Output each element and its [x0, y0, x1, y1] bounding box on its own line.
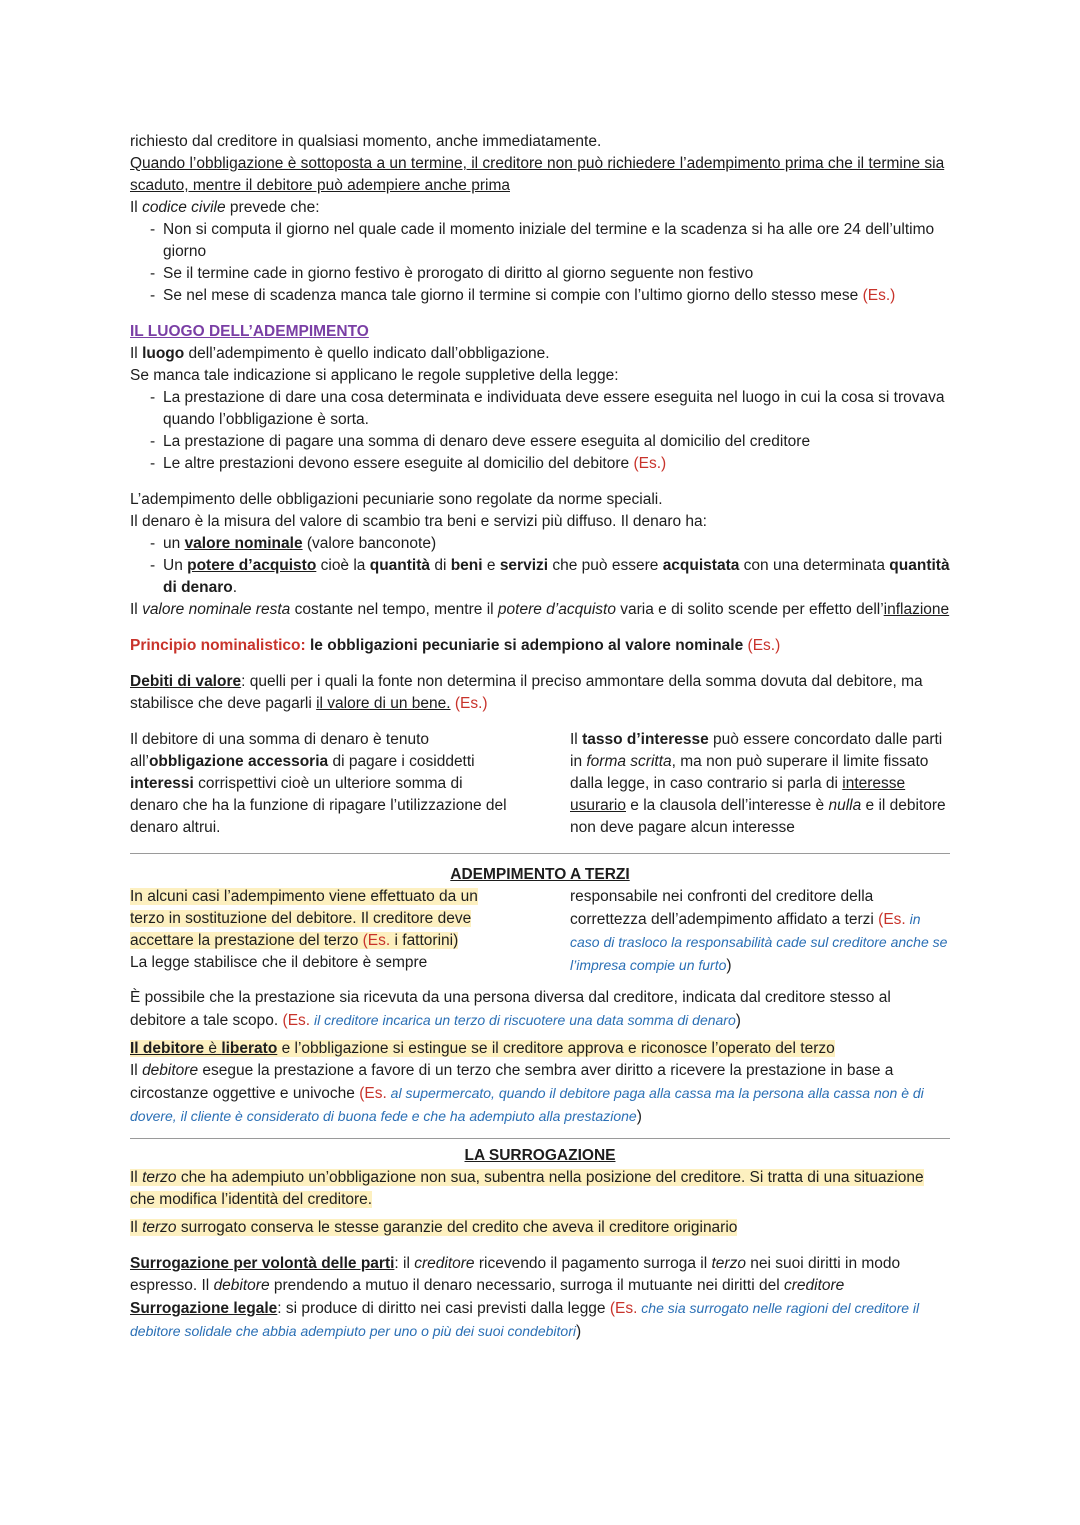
list-item: - La prestazione di pagare una somma di denaro deve essere eseguita al domicilio del creditore: [163, 431, 950, 453]
surrogazione-volontaria: Surrogazione per volontà delle parti: il creditore ricevendo il pagamento surroga il terzo nei suoi diritti in modo espresso. Il debitore prendendo a mutuo il denaro necessario, surroga il mutuante nei diritti del creditore: [130, 1255, 901, 1294]
list-item: - Se nel mese di scadenza manca tale giorno il termine si compie con l’ultimo giorno dello stesso mese (Es.): [163, 285, 950, 307]
surrogazione-legale: Surrogazione legale: si produce di diritto nei casi previsti dalla legge (Es. che sia surrogato nelle ragioni del creditore il debitore solidale che abbia adempiuto per uno o più dei suoi condebitori): [130, 1300, 920, 1340]
terzi-right: responsabile nei confronti del creditore della correttezza dell’adempimento affidato a terzi (Es. in caso di trasloco la responsabilità cade sul creditore anche se l’impresa compie un furto): [570, 888, 948, 974]
denaro-line-1: L’adempimento delle obbligazioni pecuniarie sono regolate da norme speciali.: [130, 491, 663, 508]
luogo-heading: IL LUOGO DELL’ADEMPIMENTO: [130, 323, 369, 340]
document-page: [130, 131, 950, 1343]
surrogazione-paragraph-1: Il terzo che ha adempiuto un’obbligazione non sua, subentra nella posizione del creditore. Si tratta di una situazione che modifica l’identità del creditore.: [130, 1169, 924, 1208]
list-item: - Le altre prestazioni devono essere eseguite al domicilio del debitore (Es.): [163, 453, 950, 475]
principio-nominalistico: Principio nominalistico: le obbligazioni pecuniarie si adempiono al valore nominale (Es.): [130, 637, 781, 654]
luogo-line-1: Il luogo dell’adempimento è quello indicato dall’obbligazione.: [130, 345, 550, 362]
list-item: - Un potere d’acquisto cioè la quantità di beni e servizi che può essere acquistata con una determinata quantità di denaro.: [163, 555, 950, 599]
interessi-right: Il tasso d’interesse può essere concordato dalle parti in forma scritta, ma non può superare il limite fissato dalla legge, in caso contrario si parla di interesse usurario e la clausola dell’interesse è nulla e il debitore non deve pagare alcun interesse: [570, 731, 946, 836]
intro-line: richiesto dal creditore in qualsiasi momento, anche immediatamente.: [130, 133, 602, 150]
surrogazione-paragraph-2: Il terzo surrogato conserva le stesse garanzie del credito che aveva il creditore originario: [130, 1219, 738, 1236]
list-item: - Non si computa il giorno nel quale cade il momento iniziale del termine e la scadenza si ha alle ore 24 dell’ultimo giorno: [163, 219, 950, 263]
luogo-list: [130, 387, 950, 475]
term-sentence: Quando l’obbligazione è sottoposta a un termine, il creditore non può richiedere l’adempimento prima che il termine sia scaduto, mentre il debitore può adempiere anche prima: [130, 155, 945, 194]
denaro-line-2: Il denaro è la misura del valore di scambio tra beni e servizi più diffuso. Il denaro ha:: [130, 513, 707, 530]
interessi-left: Il debitore di una somma di denaro è tenuto all’obbligazione accessoria di pagare i cosiddetti interessi corrispettivi cioè un ulteriore somma di denaro che ha la funzione di ripagare l’utilizzazione del denaro altrui.: [130, 731, 507, 836]
interessi-columns: [130, 729, 950, 839]
terzi-paragraph-4: Il debitore esegue la prestazione a favore di un terzo che sembra aver diritto a ricevere la prestazione in base a circostanze oggettive e univoche (Es. al supermercato, quando il debitore paga alla cassa ma la persona alla cassa non è di dovere, il cliente è considerato di buona fede e che ha adempiuto alla prestazione): [130, 1062, 924, 1125]
surrogazione-heading: LA SURROGAZIONE: [464, 1147, 616, 1164]
denaro-list: [130, 533, 950, 599]
terzi-paragraph-2: È possibile che la prestazione sia ricevuta da una persona diversa dal creditore, indicata dal creditore stesso al debitore a tale scopo. (Es. il creditore incarica un terzo di riscuotere una data somma di denaro): [130, 989, 891, 1029]
list-item: - La prestazione di dare una cosa determinata e individuata deve essere eseguita nel luogo in cui la cosa si trovava quando l’obbligazione è sorta.: [163, 387, 950, 431]
terzi-heading: ADEMPIMENTO A TERZI: [450, 866, 630, 883]
termine-list: [130, 219, 950, 307]
debiti-di-valore: Debiti di valore: quelli per i quali la fonte non determina il preciso ammontare della somma dovuta dal debitore, ma stabilisce che deve pagarli il valore di un bene. (Es.): [130, 673, 923, 712]
codice-civile-line: Il codice civile prevede che:: [130, 199, 320, 216]
denaro-line-3: Il valore nominale resta costante nel tempo, mentre il potere d’acquisto varia e di solito scende per effetto dell’inflazione: [130, 601, 950, 618]
terzi-columns: [130, 886, 950, 977]
terzi-paragraph-3: Il debitore è liberato e l’obbligazione si estingue se il creditore approva e riconosce l’operato del terzo: [130, 1040, 835, 1057]
list-item: - Se il termine cade in giorno festivo è prorogato di diritto al giorno seguente non festivo: [163, 263, 950, 285]
terzi-left: In alcuni casi l’adempimento viene effettuato da un terzo in sostituzione del debitore. Il creditore deve accettare la prestazione del terzo (Es. i fattorini) La legge stabilisce che il debitore è sempre: [130, 888, 478, 971]
luogo-line-2: Se manca tale indicazione si applicano le regole suppletive della legge:: [130, 367, 619, 384]
list-item: - un valore nominale (valore banconote): [163, 533, 950, 555]
